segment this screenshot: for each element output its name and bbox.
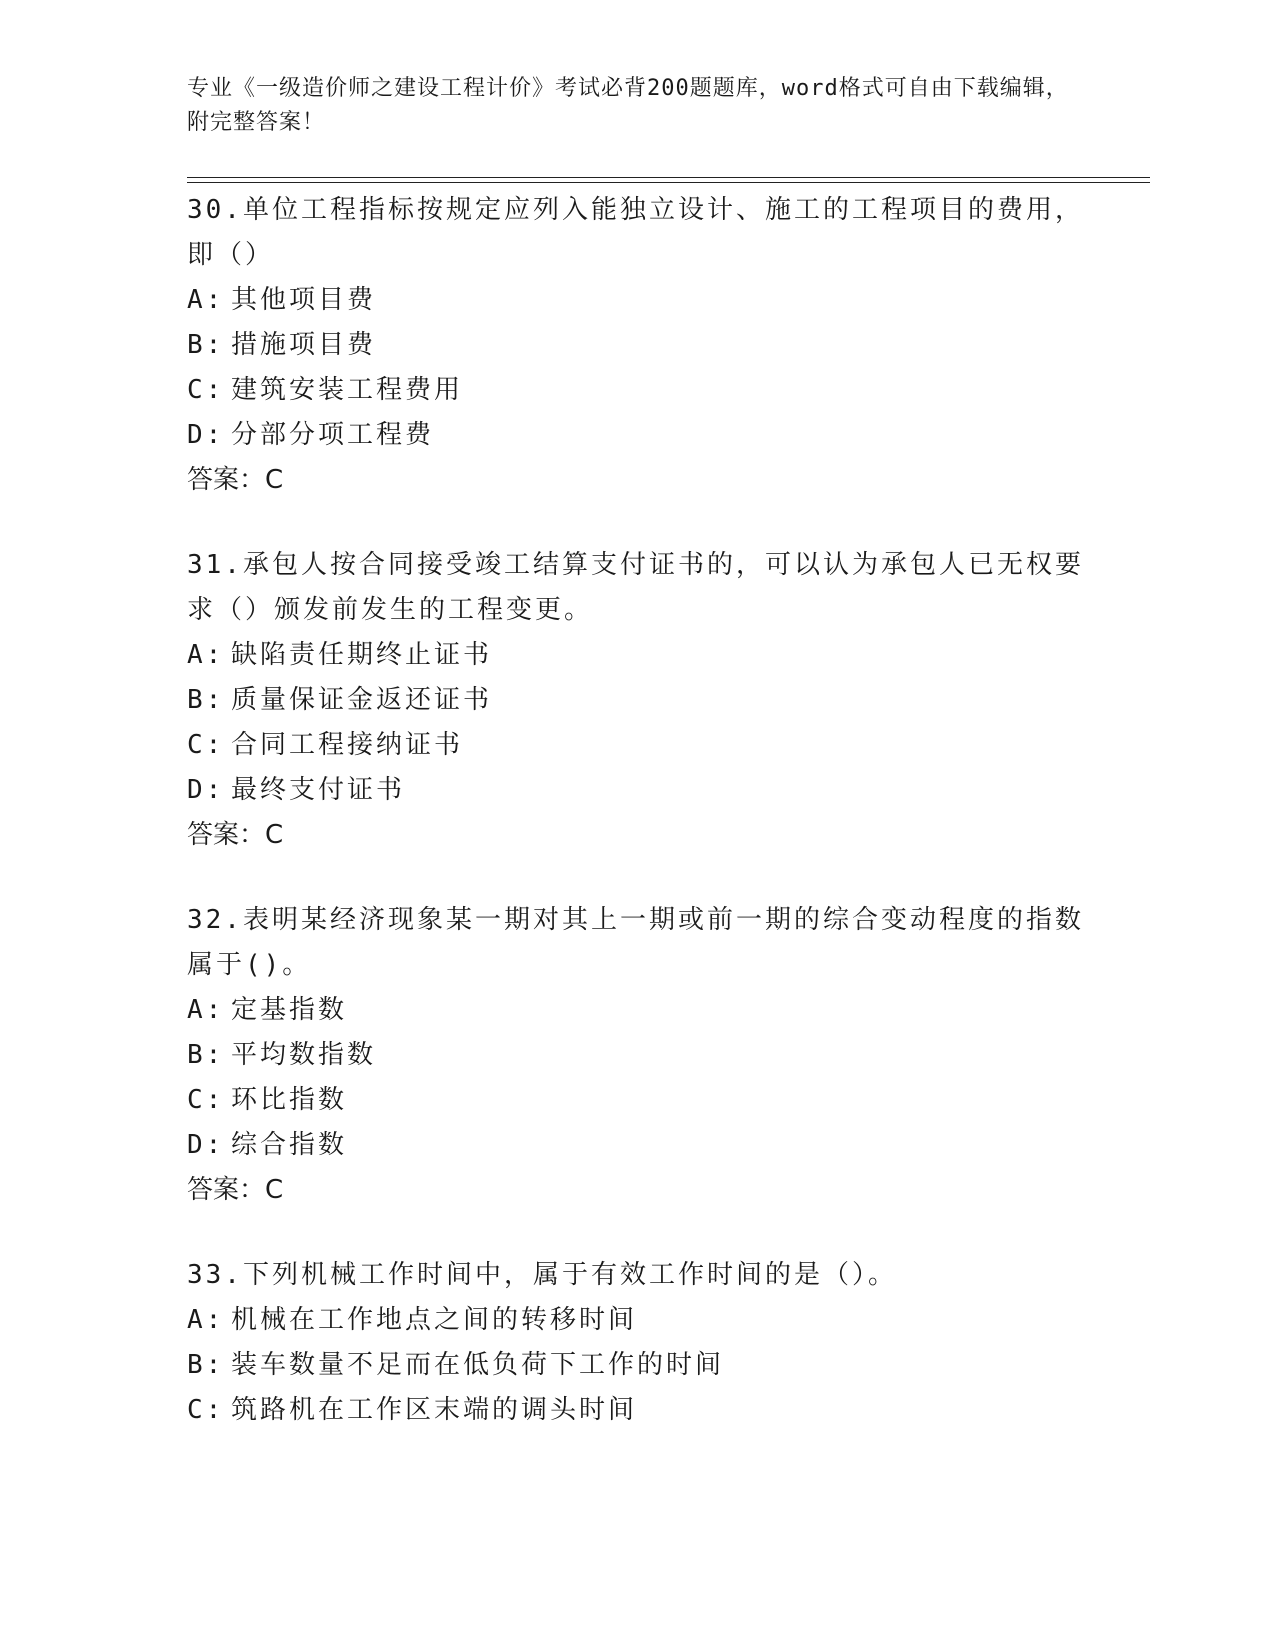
option-key: D: [187, 1130, 225, 1160]
option-key: B: [187, 685, 225, 715]
answer-line: 答案：C [187, 820, 284, 850]
answer-option [187, 633, 1107, 678]
question-item [187, 188, 1107, 503]
option-key: B: [187, 1040, 225, 1070]
option-text: 最终支付证书 [231, 775, 406, 805]
answer-option [187, 278, 1107, 323]
option-key: D: [187, 420, 225, 450]
option-key: C: [187, 730, 225, 760]
header-divider-top [187, 177, 1150, 178]
question-stem: 31.承包人按合同接受竣工结算支付证书的，可以认为承包人已无权要求（）颁发前发生的工程变更。 [187, 550, 1084, 625]
option-text: 环比指数 [231, 1085, 348, 1115]
option-key: A: [187, 1305, 225, 1335]
option-text: 措施项目费 [231, 330, 377, 360]
question-list [187, 188, 1107, 1473]
answer-option [187, 1388, 1107, 1433]
answer-option [187, 723, 1107, 768]
option-key: A: [187, 640, 225, 670]
answer-option [187, 988, 1107, 1033]
answer-option [187, 1033, 1107, 1078]
option-text: 定基指数 [231, 995, 348, 1025]
option-key: C: [187, 375, 225, 405]
option-text: 缺陷责任期终止证书 [231, 640, 493, 670]
option-key: A: [187, 285, 225, 315]
option-text: 装车数量不足而在低负荷下工作的时间 [231, 1350, 725, 1380]
answer-option [187, 368, 1107, 413]
answer-option [187, 413, 1107, 458]
answer-option [187, 1123, 1107, 1168]
option-text: 分部分项工程费 [231, 420, 435, 450]
header-divider-bottom [187, 182, 1150, 183]
answer-option [187, 1298, 1107, 1343]
answer-line: 答案：C [187, 465, 284, 495]
option-text: 平均数指数 [231, 1040, 377, 1070]
answer-option [187, 1343, 1107, 1388]
question-item [187, 543, 1107, 858]
question-stem: 32.表明某经济现象某一期对其上一期或前一期的综合变动程度的指数属于()。 [187, 905, 1084, 980]
question-stem: 33.下列机械工作时间中，属于有效工作时间的是（）。 [187, 1260, 897, 1290]
option-text: 综合指数 [231, 1130, 348, 1160]
option-key: C: [187, 1085, 225, 1115]
option-key: B: [187, 1350, 225, 1380]
option-text: 机械在工作地点之间的转移时间 [231, 1305, 638, 1335]
document-header: 专业《一级造价师之建设工程计价》考试必背200题题库，word格式可自由下载编辑，附完整答案！ [187, 76, 1069, 135]
option-key: B: [187, 330, 225, 360]
answer-option [187, 1078, 1107, 1123]
question-item [187, 1253, 1107, 1433]
answer-option [187, 768, 1107, 813]
option-key: D: [187, 775, 225, 805]
question-item [187, 898, 1107, 1213]
option-key: C: [187, 1395, 225, 1425]
answer-line: 答案：C [187, 1175, 284, 1205]
option-text: 建筑安装工程费用 [231, 375, 464, 405]
answer-option [187, 323, 1107, 368]
answer-option [187, 678, 1107, 723]
option-text: 合同工程接纳证书 [231, 730, 464, 760]
question-stem: 30.单位工程指标按规定应列入能独立设计、施工的工程项目的费用，即（） [187, 195, 1084, 270]
option-text: 筑路机在工作区末端的调头时间 [231, 1395, 638, 1425]
option-text: 质量保证金返还证书 [231, 685, 493, 715]
option-text: 其他项目费 [231, 285, 377, 315]
option-key: A: [187, 995, 225, 1025]
